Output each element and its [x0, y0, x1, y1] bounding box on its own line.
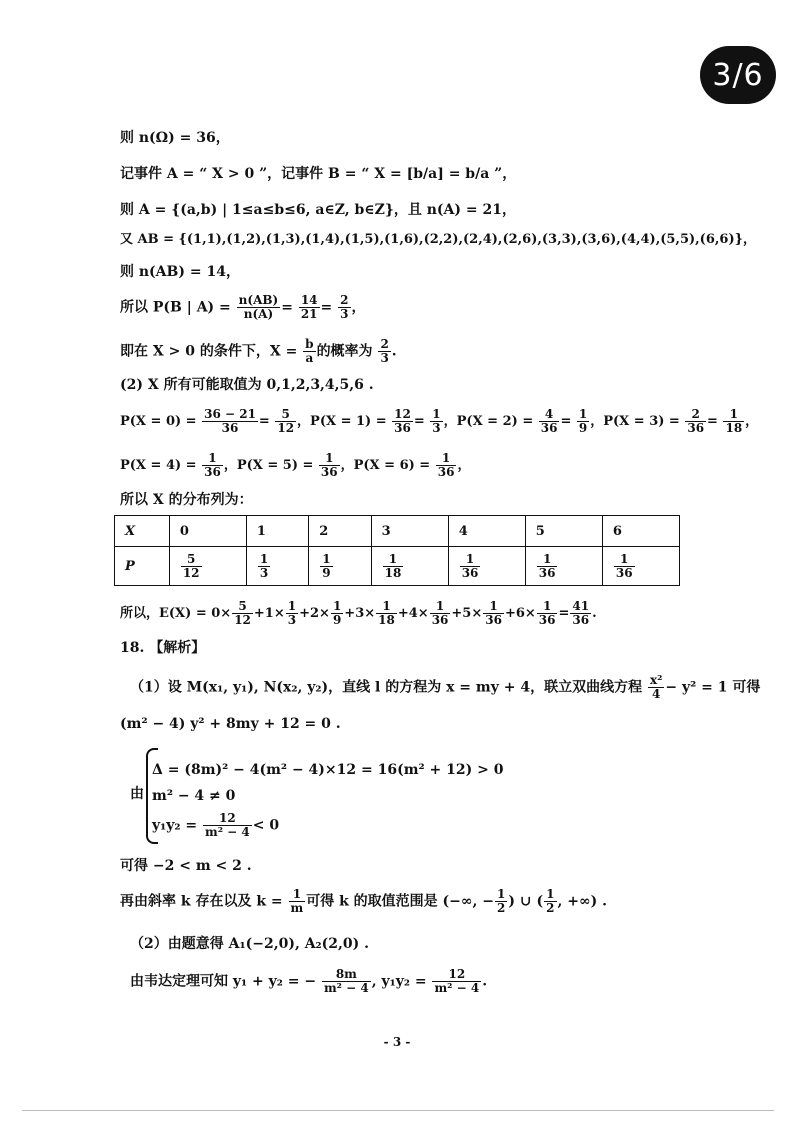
numerator: 41	[572, 599, 590, 613]
text: +3×	[344, 606, 376, 621]
numerator: 1	[259, 551, 269, 566]
table-row-x	[115, 516, 680, 547]
fraction	[614, 553, 635, 580]
fraction	[203, 812, 252, 839]
fraction	[392, 408, 413, 435]
denominator: 36	[320, 465, 338, 479]
numerator: 12	[203, 812, 252, 826]
text: P(X = 0) =	[120, 414, 197, 429]
text: ，	[351, 299, 366, 316]
section-heading-18: 18. 【解析】	[120, 640, 206, 656]
text: +2×	[299, 606, 330, 621]
text: +4×	[397, 606, 429, 621]
denominator: a	[305, 351, 314, 365]
denominator: 18	[378, 613, 395, 627]
numerator: 1	[376, 600, 397, 614]
fraction	[685, 408, 706, 435]
system-prefix: 由	[130, 786, 144, 802]
system-line-nonzero: m² − 4 ≠ 0	[152, 788, 236, 804]
line-quadratic: (m² − 4) y² + 8my + 12 = 0 .	[120, 716, 341, 732]
denominator: 36	[485, 613, 502, 627]
fraction	[289, 888, 306, 915]
denominator: 36	[572, 613, 590, 627]
numerator: 1	[497, 887, 506, 901]
text: ，	[457, 458, 471, 473]
numerator: 1	[287, 599, 297, 613]
numerator: x²	[649, 673, 663, 687]
table-cell: 5	[525, 516, 602, 547]
fraction	[432, 968, 481, 995]
text: ，P(X = 2) =	[443, 414, 534, 429]
table-cell	[448, 547, 525, 586]
fraction	[331, 600, 343, 627]
numerator: 4	[539, 408, 560, 422]
fraction	[539, 408, 560, 435]
text: ，P(X = 1) =	[297, 414, 387, 429]
numerator: 1	[332, 599, 342, 613]
numerator: 2	[685, 408, 706, 422]
table-cell	[525, 547, 602, 586]
text: ，P(X = 6) =	[340, 458, 431, 473]
numerator: 1	[546, 887, 555, 901]
fraction	[299, 294, 320, 321]
text: 由韦达定理可知 y₁ + y₂ = −	[130, 973, 317, 990]
denominator: 12	[234, 613, 251, 627]
fraction	[319, 452, 340, 479]
fraction	[286, 600, 298, 627]
numerator: 14	[300, 293, 318, 307]
table-cell	[169, 547, 246, 586]
fraction	[258, 553, 270, 580]
fraction	[383, 553, 404, 580]
line-expectation: 所以，E(X) = 0× $\frac{5}{12}$ +1× $\frac{1}{3}$ +2× $\frac{1}{9}$ +3× $\frac{1}{18}$ +4× $\frac{1}{36}$ +5× $\frac{1}{36}$ +6× $\frac{1}{36}$ = $\frac{41}{36}$ .	[120, 599, 597, 627]
fraction	[577, 408, 589, 435]
denominator: 9	[332, 613, 342, 627]
line-part2-values: (2) X 所有可能取值为 0,1,2,3,4,5,6 .	[120, 377, 374, 393]
numerator: 5	[181, 553, 202, 567]
numerator: 2	[380, 337, 389, 351]
line-probabilities-1: P(X = 0) = $\frac{36 - 21}{36}$ = $\frac{5}{12}$ ，P(X = 1) = $\frac{12}{36}$ = $\frac{1}{3}$ ，P(X = 2) = $\frac{4}{36}$ = $\frac{1}{9}$ ，P(X = 3) = $\frac{2}{36}$ = $\frac{1}{18}$ ，	[120, 407, 759, 435]
text: , +∞) .	[557, 893, 608, 910]
line-vieta	[130, 968, 487, 995]
line-conclusion-1	[120, 338, 397, 365]
numerator: 5	[232, 600, 253, 614]
table-cell	[371, 547, 448, 586]
system-line-product	[152, 812, 279, 839]
text: +5×	[451, 606, 483, 621]
numerator: 1	[460, 553, 481, 567]
table-cell: 0	[169, 516, 246, 547]
fraction	[376, 600, 397, 627]
denominator: 36	[461, 565, 479, 580]
fraction	[430, 600, 451, 627]
denominator: m² − 4	[323, 981, 369, 995]
fraction	[322, 968, 371, 995]
fraction	[232, 600, 253, 627]
text: y₁y₂ =	[152, 817, 198, 834]
numerator: 1	[432, 407, 441, 421]
text: 再由斜率 k 存在以及 k =	[120, 893, 283, 910]
fraction	[320, 553, 332, 580]
line-conditional-prob: 所以 P(B | A) = $\frac{n(AB)}{n(A)}$ = $\frac{14}{21}$ = $\frac{2}{3}$ ，	[120, 293, 366, 321]
text: ，P(X = 5) =	[223, 458, 314, 473]
text: 即在 X > 0 的条件下，X =	[120, 343, 298, 360]
numerator: 1	[578, 407, 588, 421]
distribution-table	[114, 515, 680, 586]
page-indicator-badge: 3/6	[700, 46, 776, 104]
denominator: 3	[340, 307, 349, 321]
fraction	[202, 452, 223, 479]
text: P(X = 4) =	[120, 458, 197, 473]
denominator: n(A)	[243, 307, 274, 321]
fraction	[237, 294, 281, 321]
text: .	[391, 343, 397, 360]
table-cell: 6	[602, 516, 679, 547]
denominator: 12	[182, 565, 200, 580]
denominator: 3	[287, 613, 297, 627]
fraction	[570, 600, 591, 627]
table-cell	[246, 547, 308, 586]
numerator: 12	[432, 968, 481, 982]
fraction	[430, 408, 442, 435]
numerator: 1	[430, 600, 451, 614]
denominator: 36	[204, 465, 221, 479]
numerator: 8m	[322, 968, 371, 982]
denominator: 3	[259, 565, 269, 580]
denominator: 3	[432, 421, 441, 435]
line-m-range: 可得 −2 < m < 2 .	[120, 858, 252, 874]
numerator: 1	[614, 553, 635, 567]
line-part1-setup	[130, 674, 760, 701]
line-set-ab: 又 AB = {(1,1),(1,2),(1,3),(1,4),(1,5),(1,6),(2,2),(2,4),(2,6),(3,3),(3,6),(4,4),(5,5),(6,6)}，	[120, 232, 756, 247]
denominator: 2	[546, 901, 555, 915]
fraction	[544, 888, 556, 915]
text: =	[558, 606, 570, 621]
text: 所以 P(B | A) =	[120, 299, 231, 316]
fraction	[338, 294, 350, 321]
numerator: 1	[723, 408, 744, 422]
fraction	[495, 888, 507, 915]
denominator: 12	[277, 421, 295, 435]
fraction	[723, 408, 744, 435]
denominator: 36	[394, 421, 411, 435]
denominator: m	[290, 901, 304, 915]
text: +1×	[253, 606, 285, 621]
denominator: 18	[725, 421, 743, 435]
fraction	[537, 600, 558, 627]
denominator: m² − 4	[205, 825, 250, 839]
text: , y₁y₂ =	[371, 973, 427, 990]
denominator: 36	[538, 613, 556, 627]
line-part2-points: （2）由题意得 A₁(−2,0), A₂(2,0) .	[130, 936, 370, 952]
table-cell: 3	[371, 516, 448, 547]
denominator: 3	[380, 351, 389, 365]
numerator: 1	[537, 553, 558, 567]
table-cell: X	[115, 516, 170, 547]
denominator: m² − 4	[434, 981, 480, 995]
line-probabilities-2	[120, 452, 470, 479]
page-number-footer: - 3 -	[383, 1035, 411, 1049]
fraction	[378, 338, 390, 365]
numerator: 1	[289, 888, 306, 902]
fraction	[460, 553, 481, 580]
denominator: 9	[322, 565, 331, 580]
line-n-ab: 则 n(AB) = 14，	[120, 264, 240, 280]
denominator: 2	[497, 901, 506, 915]
denominator: 36	[538, 565, 556, 580]
table-cell	[602, 547, 679, 586]
line-k-range	[120, 888, 607, 915]
text: ，P(X = 3) =	[590, 414, 680, 429]
text: − y² = 1 可得	[665, 679, 761, 696]
line-sample-space: 则 n(Ω) = 36，	[120, 130, 230, 146]
text: （1）设 M(x₁, y₁), N(x₂, y₂)，直线 l 的方程为 x = my + 4，联立双曲线方程	[130, 679, 643, 696]
line-set-a: 则 A = {(a,b) | 1≤a≤b≤6, a∈Z, b∈Z}，且 n(A) = 21，	[120, 202, 516, 218]
numerator: n(AB)	[238, 293, 279, 307]
text: 可得 k 的取值范围是 (−∞, −	[306, 893, 495, 910]
numerator: 1	[383, 553, 404, 567]
system-line-discriminant: Δ = (8m)² − 4(m² − 4)×12 = 16(m² + 12) > 0	[152, 762, 504, 778]
text: ，	[745, 414, 759, 429]
numerator: 1	[202, 452, 223, 466]
table-cell: 1	[246, 516, 308, 547]
numerator: 12	[394, 407, 411, 421]
fraction	[648, 674, 664, 701]
fraction	[181, 553, 202, 580]
fraction	[537, 553, 558, 580]
text: 的概率为	[316, 343, 373, 360]
fraction	[436, 452, 457, 479]
denominator: 9	[578, 421, 588, 435]
table-cell: 2	[309, 516, 371, 547]
text: < 0	[252, 817, 280, 834]
numerator: 5	[275, 408, 296, 422]
numerator: 36 − 21	[204, 407, 256, 421]
numerator: 1	[436, 452, 457, 466]
denominator: 36	[437, 465, 455, 479]
denominator: 36	[431, 613, 449, 627]
denominator: 4	[651, 687, 661, 701]
fraction	[483, 600, 504, 627]
table-cell: P	[115, 547, 170, 586]
table-cell	[309, 547, 371, 586]
table-row-p	[115, 547, 680, 586]
numerator: b	[305, 337, 314, 351]
denominator: 36	[615, 565, 633, 580]
fraction	[275, 408, 296, 435]
denominator: 36	[687, 421, 705, 435]
numerator: 1	[319, 452, 340, 466]
text: 所以，E(X) = 0×	[120, 606, 232, 621]
fraction	[303, 338, 315, 365]
table-cell: 4	[448, 516, 525, 547]
fraction	[202, 408, 258, 435]
denominator: 36	[540, 421, 558, 435]
line-define-events: 记事件 A = “ X > 0 ”，记事件 B = “ X = [b/a] = b/a ”，	[120, 166, 517, 182]
numerator: 1	[322, 551, 331, 566]
denominator: 18	[384, 565, 402, 580]
text: ) ∪ (	[508, 893, 544, 910]
numerator: 2	[340, 293, 349, 307]
denominator: 21	[300, 307, 318, 321]
line-distribution-intro: 所以 X 的分布列为：	[120, 492, 253, 508]
text: .	[482, 973, 488, 990]
numerator: 1	[483, 600, 504, 614]
text: +6×	[504, 606, 536, 621]
numerator: 1	[537, 600, 558, 614]
bottom-divider	[22, 1110, 774, 1111]
denominator: 36	[221, 421, 239, 435]
